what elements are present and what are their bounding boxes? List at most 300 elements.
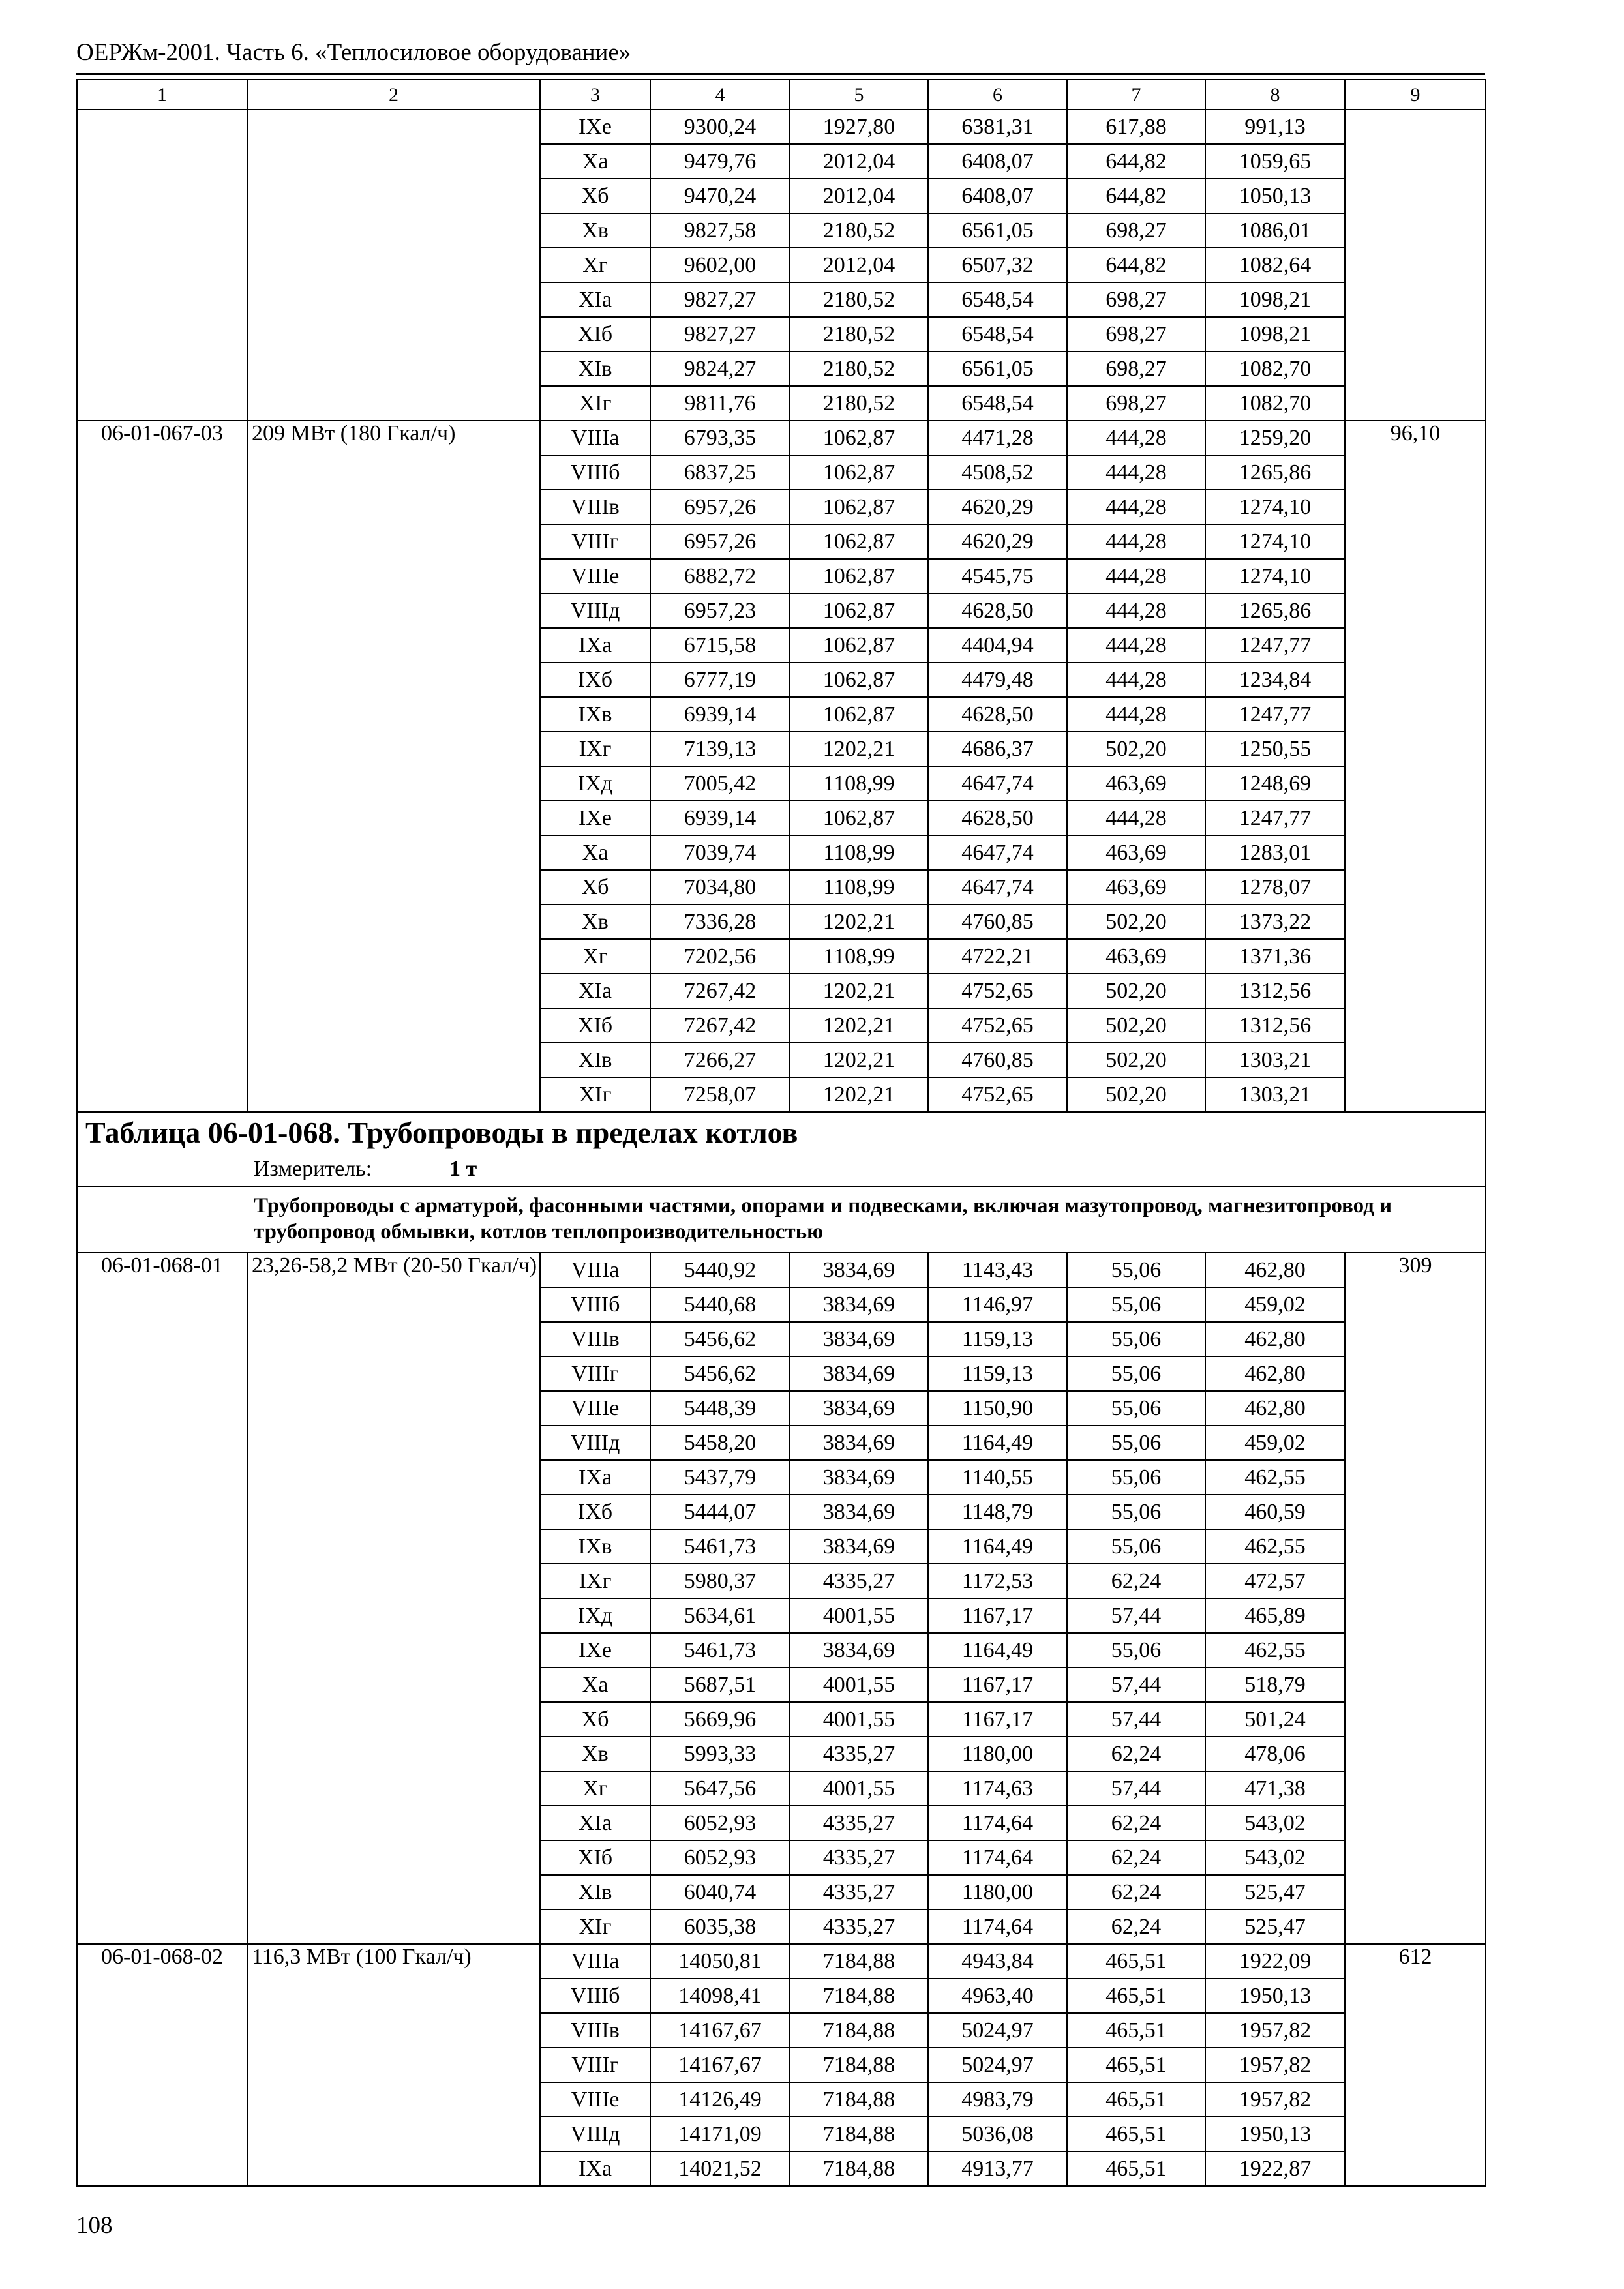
header-divider <box>76 73 1485 75</box>
machine-cost-cell: 1174,64 <box>928 1840 1067 1875</box>
total-cost-cell: 7258,07 <box>650 1077 790 1112</box>
material-cost-cell: 1922,09 <box>1205 1944 1345 1979</box>
operator-wage-cell: 465,51 <box>1067 1944 1205 1979</box>
machine-cost-cell: 1146,97 <box>928 1287 1067 1322</box>
zone-cell: VIIIа <box>540 421 650 455</box>
material-cost-cell: 1950,13 <box>1205 1979 1345 2013</box>
labor-cost-cell: 4335,27 <box>790 1840 928 1875</box>
machine-cost-cell: 1167,17 <box>928 1598 1067 1633</box>
zone-cell: VIIIб <box>540 455 650 490</box>
page-header-title: ОЕРЖм-2001. Часть 6. «Теплосиловое оборудование» <box>76 39 631 66</box>
total-cost-cell: 14167,67 <box>650 2048 790 2082</box>
machine-cost-cell: 1150,90 <box>928 1391 1067 1426</box>
material-cost-cell: 462,80 <box>1205 1253 1345 1287</box>
zone-cell: IXв <box>540 697 650 732</box>
material-cost-cell: 1082,70 <box>1205 386 1345 421</box>
zone-cell: XIб <box>540 1840 650 1875</box>
material-cost-cell: 462,80 <box>1205 1391 1345 1426</box>
total-cost-cell: 6777,19 <box>650 663 790 697</box>
zone-cell: Xа <box>540 1668 650 1702</box>
total-cost-cell: 14098,41 <box>650 1979 790 2013</box>
zone-cell: Xб <box>540 870 650 905</box>
operator-wage-cell: 463,69 <box>1067 766 1205 801</box>
material-cost-cell: 460,59 <box>1205 1495 1345 1529</box>
labor-cost-cell: 1202,21 <box>790 732 928 766</box>
section-title: Таблица 06-01-068. Трубопроводы в пределах котлов <box>77 1112 1486 1153</box>
rate-name <box>247 110 540 421</box>
labor-cost-cell: 1108,99 <box>790 939 928 974</box>
zone-cell: Xг <box>540 939 650 974</box>
labor-cost-cell: 1062,87 <box>790 524 928 559</box>
machine-cost-cell: 4628,50 <box>928 801 1067 835</box>
operator-wage-cell: 444,28 <box>1067 628 1205 663</box>
operator-wage-cell: 465,51 <box>1067 2048 1205 2082</box>
total-cost-cell: 5993,33 <box>650 1737 790 1771</box>
material-cost-cell: 1922,87 <box>1205 2151 1345 2186</box>
operator-wage-cell: 502,20 <box>1067 732 1205 766</box>
zone-cell: IXа <box>540 1460 650 1495</box>
labor-cost-cell: 1202,21 <box>790 905 928 939</box>
total-cost-cell: 9811,76 <box>650 386 790 421</box>
table-row <box>77 1944 1486 1979</box>
total-cost-cell: 9602,00 <box>650 248 790 282</box>
zone-cell: Xа <box>540 835 650 870</box>
rate-code: 06-01-068-01 <box>77 1253 247 1944</box>
operator-wage-cell: 444,28 <box>1067 663 1205 697</box>
material-cost-cell: 1247,77 <box>1205 801 1345 835</box>
material-cost-cell: 1957,82 <box>1205 2013 1345 2048</box>
zone-cell: XIв <box>540 1043 650 1077</box>
labor-cost-cell: 2180,52 <box>790 282 928 317</box>
column-9-value: 309 <box>1345 1253 1486 1944</box>
zone-cell: IXг <box>540 732 650 766</box>
machine-cost-cell: 1148,79 <box>928 1495 1067 1529</box>
column-number-row <box>77 80 1486 110</box>
operator-wage-cell: 644,82 <box>1067 144 1205 179</box>
labor-cost-cell: 3834,69 <box>790 1426 928 1460</box>
machine-cost-cell: 5024,97 <box>928 2048 1067 2082</box>
operator-wage-cell: 502,20 <box>1067 905 1205 939</box>
material-cost-cell: 1312,56 <box>1205 1008 1345 1043</box>
machine-cost-cell: 5024,97 <box>928 2013 1067 2048</box>
machine-cost-cell: 4760,85 <box>928 1043 1067 1077</box>
operator-wage-cell: 465,51 <box>1067 2151 1205 2186</box>
column-number: 5 <box>790 80 928 110</box>
zone-cell: XIг <box>540 1909 650 1944</box>
machine-cost-cell: 4963,40 <box>928 1979 1067 2013</box>
material-cost-cell: 1283,01 <box>1205 835 1345 870</box>
total-cost-cell: 6052,93 <box>650 1806 790 1840</box>
material-cost-cell: 1373,22 <box>1205 905 1345 939</box>
machine-cost-cell: 4722,21 <box>928 939 1067 974</box>
material-cost-cell: 543,02 <box>1205 1806 1345 1840</box>
material-cost-cell: 1248,69 <box>1205 766 1345 801</box>
operator-wage-cell: 57,44 <box>1067 1702 1205 1737</box>
total-cost-cell: 6793,35 <box>650 421 790 455</box>
material-cost-cell: 1303,21 <box>1205 1077 1345 1112</box>
material-cost-cell: 462,55 <box>1205 1460 1345 1495</box>
total-cost-cell: 9470,24 <box>650 179 790 213</box>
operator-wage-cell: 502,20 <box>1067 1043 1205 1077</box>
total-cost-cell: 7139,13 <box>650 732 790 766</box>
labor-cost-cell: 1062,87 <box>790 455 928 490</box>
machine-cost-cell: 4479,48 <box>928 663 1067 697</box>
machine-cost-cell: 4943,84 <box>928 1944 1067 1979</box>
machine-cost-cell: 4752,65 <box>928 1008 1067 1043</box>
zone-cell: VIIIб <box>540 1287 650 1322</box>
total-cost-cell: 5458,20 <box>650 1426 790 1460</box>
labor-cost-cell: 1062,87 <box>790 490 928 524</box>
material-cost-cell: 1371,36 <box>1205 939 1345 974</box>
labor-cost-cell: 1202,21 <box>790 1008 928 1043</box>
zone-cell: XIв <box>540 1875 650 1909</box>
labor-cost-cell: 1927,80 <box>790 110 928 144</box>
labor-cost-cell: 4001,55 <box>790 1668 928 1702</box>
machine-cost-cell: 4508,52 <box>928 455 1067 490</box>
table-row <box>77 110 1486 144</box>
zone-cell: VIIIа <box>540 1253 650 1287</box>
machine-cost-cell: 4752,65 <box>928 1077 1067 1112</box>
operator-wage-cell: 465,51 <box>1067 2117 1205 2151</box>
zone-cell: Xб <box>540 179 650 213</box>
operator-wage-cell: 444,28 <box>1067 593 1205 628</box>
operator-wage-cell: 463,69 <box>1067 835 1205 870</box>
zone-cell: IXд <box>540 766 650 801</box>
labor-cost-cell: 1202,21 <box>790 1077 928 1112</box>
material-cost-cell: 1082,64 <box>1205 248 1345 282</box>
zone-cell: IXа <box>540 2151 650 2186</box>
machine-cost-cell: 4404,94 <box>928 628 1067 663</box>
labor-cost-cell: 1062,87 <box>790 801 928 835</box>
operator-wage-cell: 62,24 <box>1067 1840 1205 1875</box>
labor-cost-cell: 7184,88 <box>790 2048 928 2082</box>
material-cost-cell: 501,24 <box>1205 1702 1345 1737</box>
zone-cell: VIIIе <box>540 1391 650 1426</box>
machine-cost-cell: 6548,54 <box>928 282 1067 317</box>
total-cost-cell: 14126,49 <box>650 2082 790 2117</box>
labor-cost-cell: 2180,52 <box>790 213 928 248</box>
material-cost-cell: 1957,82 <box>1205 2082 1345 2117</box>
zone-cell: IXд <box>540 1598 650 1633</box>
material-cost-cell: 525,47 <box>1205 1875 1345 1909</box>
material-cost-cell: 459,02 <box>1205 1426 1345 1460</box>
material-cost-cell: 1303,21 <box>1205 1043 1345 1077</box>
zone-cell: VIIIе <box>540 2082 650 2117</box>
operator-wage-cell: 465,51 <box>1067 1979 1205 2013</box>
zone-cell: XIа <box>540 282 650 317</box>
machine-cost-cell: 6381,31 <box>928 110 1067 144</box>
column-9-value: 612 <box>1345 1944 1486 2186</box>
zone-cell: Xв <box>540 213 650 248</box>
machine-cost-cell: 1174,64 <box>928 1806 1067 1840</box>
operator-wage-cell: 55,06 <box>1067 1287 1205 1322</box>
zone-cell: XIг <box>540 386 650 421</box>
machine-cost-cell: 6408,07 <box>928 179 1067 213</box>
zone-cell: VIIIб <box>540 1979 650 2013</box>
total-cost-cell: 5980,37 <box>650 1564 790 1598</box>
machine-cost-cell: 4647,74 <box>928 870 1067 905</box>
material-cost-cell: 462,80 <box>1205 1322 1345 1356</box>
meter-label: Измеритель: <box>254 1157 372 1182</box>
material-cost-cell: 478,06 <box>1205 1737 1345 1771</box>
machine-cost-cell: 4628,50 <box>928 593 1067 628</box>
labor-cost-cell: 1202,21 <box>790 1043 928 1077</box>
operator-wage-cell: 55,06 <box>1067 1391 1205 1426</box>
zone-cell: Xв <box>540 905 650 939</box>
operator-wage-cell: 617,88 <box>1067 110 1205 144</box>
total-cost-cell: 5461,73 <box>650 1633 790 1668</box>
machine-cost-cell: 6408,07 <box>928 144 1067 179</box>
labor-cost-cell: 2180,52 <box>790 386 928 421</box>
machine-cost-cell: 1167,17 <box>928 1668 1067 1702</box>
zone-cell: XIв <box>540 352 650 386</box>
material-cost-cell: 465,89 <box>1205 1598 1345 1633</box>
operator-wage-cell: 465,51 <box>1067 2013 1205 2048</box>
machine-cost-cell: 4545,75 <box>928 559 1067 593</box>
operator-wage-cell: 62,24 <box>1067 1806 1205 1840</box>
total-cost-cell: 6882,72 <box>650 559 790 593</box>
section-description-cell <box>77 1186 1486 1253</box>
machine-cost-cell: 6548,54 <box>928 317 1067 352</box>
labor-cost-cell: 4335,27 <box>790 1909 928 1944</box>
total-cost-cell: 7039,74 <box>650 835 790 870</box>
column-9-value: 96,10 <box>1345 421 1486 1112</box>
zone-cell: Xв <box>540 1737 650 1771</box>
operator-wage-cell: 62,24 <box>1067 1875 1205 1909</box>
operator-wage-cell: 502,20 <box>1067 974 1205 1008</box>
column-number: 6 <box>928 80 1067 110</box>
total-cost-cell: 7336,28 <box>650 905 790 939</box>
total-cost-cell: 5448,39 <box>650 1391 790 1426</box>
rate-name: 23,26-58,2 МВт (20-50 Гкал/ч) <box>247 1253 540 1944</box>
material-cost-cell: 462,55 <box>1205 1633 1345 1668</box>
zone-cell: IXв <box>540 1529 650 1564</box>
zone-cell: VIIIа <box>540 1944 650 1979</box>
labor-cost-cell: 2180,52 <box>790 352 928 386</box>
total-cost-cell: 6939,14 <box>650 801 790 835</box>
machine-cost-cell: 6561,05 <box>928 352 1067 386</box>
labor-cost-cell: 3834,69 <box>790 1633 928 1668</box>
machine-cost-cell: 4647,74 <box>928 835 1067 870</box>
total-cost-cell: 6957,23 <box>650 593 790 628</box>
total-cost-cell: 9827,27 <box>650 282 790 317</box>
material-cost-cell: 1265,86 <box>1205 593 1345 628</box>
machine-cost-cell: 4620,29 <box>928 524 1067 559</box>
zone-cell: VIIIг <box>540 1356 650 1391</box>
material-cost-cell: 1059,65 <box>1205 144 1345 179</box>
material-cost-cell: 518,79 <box>1205 1668 1345 1702</box>
material-cost-cell: 1274,10 <box>1205 559 1345 593</box>
total-cost-cell: 9827,27 <box>650 317 790 352</box>
rate-name: 209 МВт (180 Гкал/ч) <box>247 421 540 1112</box>
table-body-top <box>77 80 1486 1112</box>
operator-wage-cell: 57,44 <box>1067 1668 1205 1702</box>
total-cost-cell: 7266,27 <box>650 1043 790 1077</box>
zone-cell: XIб <box>540 1008 650 1043</box>
total-cost-cell: 7202,56 <box>650 939 790 974</box>
labor-cost-cell: 2180,52 <box>790 317 928 352</box>
operator-wage-cell: 444,28 <box>1067 421 1205 455</box>
rate-code: 06-01-067-03 <box>77 421 247 1112</box>
table-body-bottom <box>77 1253 1486 2186</box>
labor-cost-cell: 7184,88 <box>790 2082 928 2117</box>
labor-cost-cell: 4335,27 <box>790 1564 928 1598</box>
operator-wage-cell: 502,20 <box>1067 1077 1205 1112</box>
meter-value: 1 т <box>449 1157 477 1182</box>
labor-cost-cell: 7184,88 <box>790 2117 928 2151</box>
total-cost-cell: 6040,74 <box>650 1875 790 1909</box>
zone-cell: VIIIг <box>540 524 650 559</box>
machine-cost-cell: 4752,65 <box>928 974 1067 1008</box>
total-cost-cell: 5444,07 <box>650 1495 790 1529</box>
machine-cost-cell: 1143,43 <box>928 1253 1067 1287</box>
column-number: 4 <box>650 80 790 110</box>
labor-cost-cell: 1108,99 <box>790 870 928 905</box>
rate-code <box>77 110 247 421</box>
labor-cost-cell: 7184,88 <box>790 1979 928 2013</box>
total-cost-cell: 5456,62 <box>650 1356 790 1391</box>
operator-wage-cell: 698,27 <box>1067 282 1205 317</box>
labor-cost-cell: 7184,88 <box>790 2151 928 2186</box>
operator-wage-cell: 55,06 <box>1067 1426 1205 1460</box>
operator-wage-cell: 55,06 <box>1067 1529 1205 1564</box>
operator-wage-cell: 55,06 <box>1067 1460 1205 1495</box>
labor-cost-cell: 1062,87 <box>790 593 928 628</box>
labor-cost-cell: 2012,04 <box>790 248 928 282</box>
zone-cell: IXе <box>540 1633 650 1668</box>
total-cost-cell: 14050,81 <box>650 1944 790 1979</box>
machine-cost-cell: 4628,50 <box>928 697 1067 732</box>
total-cost-cell: 7267,42 <box>650 1008 790 1043</box>
labor-cost-cell: 3834,69 <box>790 1356 928 1391</box>
section-description: Трубопроводы с арматурой, фасонными частями, опорами и подвесками, включая мазутопровод, магнезитопровод и трубопровод обмывки, котлов теплопроизводительностью <box>254 1194 1392 1244</box>
machine-cost-cell: 4647,74 <box>928 766 1067 801</box>
machine-cost-cell: 1167,17 <box>928 1702 1067 1737</box>
labor-cost-cell: 2012,04 <box>790 144 928 179</box>
column-number: 8 <box>1205 80 1345 110</box>
labor-cost-cell: 2012,04 <box>790 179 928 213</box>
material-cost-cell: 1234,84 <box>1205 663 1345 697</box>
labor-cost-cell: 4001,55 <box>790 1771 928 1806</box>
total-cost-cell: 5634,61 <box>650 1598 790 1633</box>
zone-cell: VIIIд <box>540 1426 650 1460</box>
zone-cell: IXе <box>540 801 650 835</box>
material-cost-cell: 1086,01 <box>1205 213 1345 248</box>
zone-cell: Xг <box>540 248 650 282</box>
labor-cost-cell: 4335,27 <box>790 1737 928 1771</box>
total-cost-cell: 7267,42 <box>650 974 790 1008</box>
total-cost-cell: 5669,96 <box>650 1702 790 1737</box>
machine-cost-cell: 6507,32 <box>928 248 1067 282</box>
labor-cost-cell: 1202,21 <box>790 974 928 1008</box>
labor-cost-cell: 1108,99 <box>790 766 928 801</box>
operator-wage-cell: 444,28 <box>1067 455 1205 490</box>
operator-wage-cell: 55,06 <box>1067 1495 1205 1529</box>
labor-cost-cell: 4001,55 <box>790 1598 928 1633</box>
labor-cost-cell: 3834,69 <box>790 1460 928 1495</box>
total-cost-cell: 6939,14 <box>650 697 790 732</box>
operator-wage-cell: 55,06 <box>1067 1253 1205 1287</box>
material-cost-cell: 1259,20 <box>1205 421 1345 455</box>
material-cost-cell: 1265,86 <box>1205 455 1345 490</box>
material-cost-cell: 1957,82 <box>1205 2048 1345 2082</box>
operator-wage-cell: 463,69 <box>1067 939 1205 974</box>
operator-wage-cell: 465,51 <box>1067 2082 1205 2117</box>
zone-cell: VIIIв <box>540 1322 650 1356</box>
zone-cell: XIа <box>540 974 650 1008</box>
total-cost-cell: 5687,51 <box>650 1668 790 1702</box>
machine-cost-cell: 1164,49 <box>928 1633 1067 1668</box>
total-cost-cell: 14171,09 <box>650 2117 790 2151</box>
total-cost-cell: 5461,73 <box>650 1529 790 1564</box>
labor-cost-cell: 3834,69 <box>790 1322 928 1356</box>
total-cost-cell: 5456,62 <box>650 1322 790 1356</box>
operator-wage-cell: 644,82 <box>1067 179 1205 213</box>
machine-cost-cell: 4620,29 <box>928 490 1067 524</box>
zone-cell: IXе <box>540 110 650 144</box>
total-cost-cell: 6052,93 <box>650 1840 790 1875</box>
machine-cost-cell: 4983,79 <box>928 2082 1067 2117</box>
operator-wage-cell: 502,20 <box>1067 1008 1205 1043</box>
zone-cell: VIIIг <box>540 2048 650 2082</box>
labor-cost-cell: 3834,69 <box>790 1495 928 1529</box>
total-cost-cell: 5437,79 <box>650 1460 790 1495</box>
labor-cost-cell: 7184,88 <box>790 2013 928 2048</box>
material-cost-cell: 1098,21 <box>1205 317 1345 352</box>
material-cost-cell: 1082,70 <box>1205 352 1345 386</box>
price-table <box>76 79 1486 2187</box>
material-cost-cell: 1274,10 <box>1205 490 1345 524</box>
column-number: 7 <box>1067 80 1205 110</box>
operator-wage-cell: 698,27 <box>1067 213 1205 248</box>
labor-cost-cell: 3834,69 <box>790 1253 928 1287</box>
machine-cost-cell: 1159,13 <box>928 1322 1067 1356</box>
operator-wage-cell: 57,44 <box>1067 1771 1205 1806</box>
labor-cost-cell: 1062,87 <box>790 663 928 697</box>
material-cost-cell: 1950,13 <box>1205 2117 1345 2151</box>
operator-wage-cell: 444,28 <box>1067 801 1205 835</box>
labor-cost-cell: 7184,88 <box>790 1944 928 1979</box>
machine-cost-cell: 5036,08 <box>928 2117 1067 2151</box>
total-cost-cell: 9827,58 <box>650 213 790 248</box>
material-cost-cell: 1098,21 <box>1205 282 1345 317</box>
labor-cost-cell: 1062,87 <box>790 628 928 663</box>
machine-cost-cell: 4913,77 <box>928 2151 1067 2186</box>
material-cost-cell: 991,13 <box>1205 110 1345 144</box>
operator-wage-cell: 698,27 <box>1067 317 1205 352</box>
machine-cost-cell: 6561,05 <box>928 213 1067 248</box>
zone-cell: Xб <box>540 1702 650 1737</box>
operator-wage-cell: 463,69 <box>1067 870 1205 905</box>
zone-cell: VIIIв <box>540 2013 650 2048</box>
page-number: 108 <box>76 2212 113 2239</box>
total-cost-cell: 9479,76 <box>650 144 790 179</box>
machine-cost-cell: 4760,85 <box>928 905 1067 939</box>
zone-cell: VIIIд <box>540 2117 650 2151</box>
operator-wage-cell: 644,82 <box>1067 248 1205 282</box>
machine-cost-cell: 4471,28 <box>928 421 1067 455</box>
labor-cost-cell: 3834,69 <box>790 1391 928 1426</box>
rate-name: 116,3 МВт (100 Гкал/ч) <box>247 1944 540 2186</box>
zone-cell: VIIIе <box>540 559 650 593</box>
machine-cost-cell: 1140,55 <box>928 1460 1067 1495</box>
material-cost-cell: 1250,55 <box>1205 732 1345 766</box>
zone-cell: IXб <box>540 1495 650 1529</box>
total-cost-cell: 6957,26 <box>650 524 790 559</box>
operator-wage-cell: 62,24 <box>1067 1564 1205 1598</box>
operator-wage-cell: 698,27 <box>1067 352 1205 386</box>
table-row <box>77 1253 1486 1287</box>
